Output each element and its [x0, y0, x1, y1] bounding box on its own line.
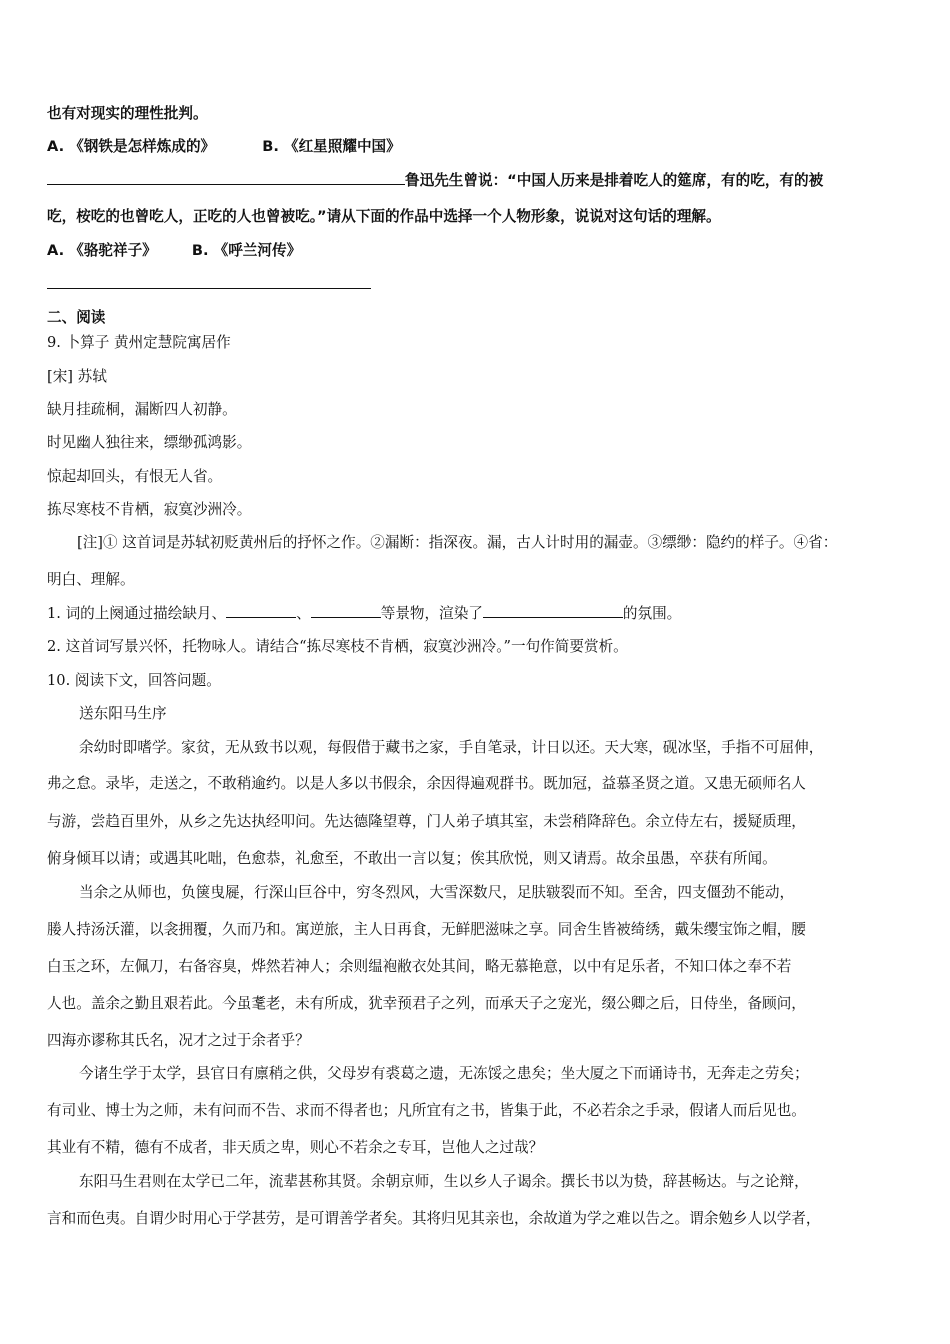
essay-line: 人也。盖余之勤且艰若此。今虽耄老，未有所成，犹幸预君子之列，而承天子之宠光，缀公卿之后，日侍坐，备顾问，: [47, 995, 806, 1012]
poem-note-cont: 明白、理解。: [47, 571, 135, 588]
essay-line: 俯身倾耳以请；或遇其叱咄，色愈恭，礼愈至，不敢出一言以复；俟其欣悦，则又请焉。故余虽愚，卒获有所闻。: [47, 850, 777, 867]
essay-line: 白玉之环，左佩刀，右备容臭，烨然若神人；余则缊袍敝衣处其间，略无慕艳意，以中有足乐者，不知口体之奉不若: [47, 958, 792, 975]
poem-note: [注]① 这首词是苏轼初贬黄州后的抒怀之作。②漏断：指深夜。漏，古人计时用的漏壶。③缥缈：隐约的样子。④省：: [77, 534, 838, 551]
luxun-question-line2: 吃，桉吃的也曾吃人，正吃的人也曾被吃。”请从下面的作品中选择一个人物形象，说说对这句话的理解。: [47, 208, 721, 225]
question-10: 10. 阅读下文，回答问题。: [47, 672, 221, 689]
poem-line: 惊起却回头，有恨无人省。: [47, 468, 223, 485]
question-9-title: 9. 卜算子 黄州定慧院寓居作: [47, 334, 231, 351]
answer-blank[interactable]: [311, 603, 381, 618]
option-a: A. 《骆驼祥子》: [47, 242, 157, 259]
essay-line: 与游，尝趋百里外，从乡之先达执经叩问。先达德隆望尊，门人弟子填其室，未尝稍降辞色。余立侍左右，援疑质理，: [47, 813, 806, 830]
answer-blank[interactable]: [47, 170, 405, 185]
poem-line: 缺月挂疏桐，漏断四人初静。: [47, 401, 237, 418]
option-b: B. 《呼兰河传》: [191, 242, 302, 259]
question-options-2: [47, 241, 301, 261]
essay-line: 有司业、博士为之师，未有问而不告、求而不得者也；凡所宜有之书，皆集于此，不必若余之手录，假诸人而后见也。: [47, 1102, 806, 1119]
essay-line: 四海亦谬称其氏名，况才之过于余者乎？: [47, 1032, 310, 1049]
essay-line: 言和而色夷。自谓少时用心于学甚劳，是可谓善学者矣。其将归见其亲也，余故道为学之难以告之。谓余勉乡人以学者，: [47, 1210, 821, 1227]
essay-line: 弗之怠。录毕，走送之，不敢稍逾约。以是人多以书假余，余因得遍观群书。既加冠，益慕圣贤之道。又患无硕师名人: [47, 775, 806, 792]
subquestion-2: 2. 这首词写景兴怀，托物咏人。请结合“拣尽寒枝不肯栖，寂寞沙洲冷。”一句作简要赏析。: [47, 638, 628, 655]
essay-line: 其业有不精，德有不成者，非天质之卑，则心不若余之专耳，岂他人之过哉？: [47, 1139, 544, 1156]
essay-line: 余幼时即嗜学。家贫，无从致书以观，每假借于藏书之家，手自笔录，计日以还。天大寒，砚冰坚，手指不可屈伸，: [79, 739, 824, 756]
option-a: A. 《钢铁是怎样炼成的》: [47, 138, 216, 155]
essay-line: 今诸生学于太学，县官日有廪稍之供，父母岁有裘葛之遗，无冻馁之患矣；坐大厦之下而诵诗书，无奔走之劳矣；: [79, 1065, 809, 1082]
option-b: B. 《红星照耀中国》: [262, 138, 401, 155]
question-options-1: [47, 137, 401, 157]
essay-line: 东阳马生君则在太学已二年，流辈甚称其贤。余朝京师，生以乡人子谒余。撰长书以为贽，辞甚畅达。与之论辩，: [79, 1173, 809, 1190]
poem-line: 拣尽寒枝不肯栖，寂寞沙洲冷。: [47, 501, 252, 518]
poem-line: 时见幽人独往来，缥缈孤鸿影。: [47, 434, 252, 451]
subquestion-1: 1. 词的上阕通过描绘缺月、 、 等景物，渲染了 的氛围。: [47, 605, 682, 622]
answer-blank[interactable]: [226, 603, 296, 618]
reflection-line: 也有对现实的理性批判。: [47, 105, 208, 122]
answer-line[interactable]: [47, 288, 371, 289]
essay-title: 送东阳马生序: [79, 705, 167, 722]
essay-line: 当余之从师也，负箧曳屣，行深山巨谷中，穷冬烈风，大雪深数尺，足肤皲裂而不知。至舍，四支僵劲不能动，: [79, 884, 795, 901]
essay-line: 媵人持汤沃灌，以衾拥覆，久而乃和。寓逆旅，主人日再食，无鲜肥滋味之享。同舍生皆被绮绣，戴朱缨宝饰之帽，腰: [47, 921, 806, 938]
section-heading: 二、阅读: [47, 309, 106, 326]
answer-blank[interactable]: [483, 603, 623, 618]
poem-author: [宋] 苏轼: [47, 368, 107, 385]
luxun-question-line1: 鲁迅先生曾说：“中国人历来是排着吃人的筵席，有的吃，有的被: [47, 170, 823, 191]
